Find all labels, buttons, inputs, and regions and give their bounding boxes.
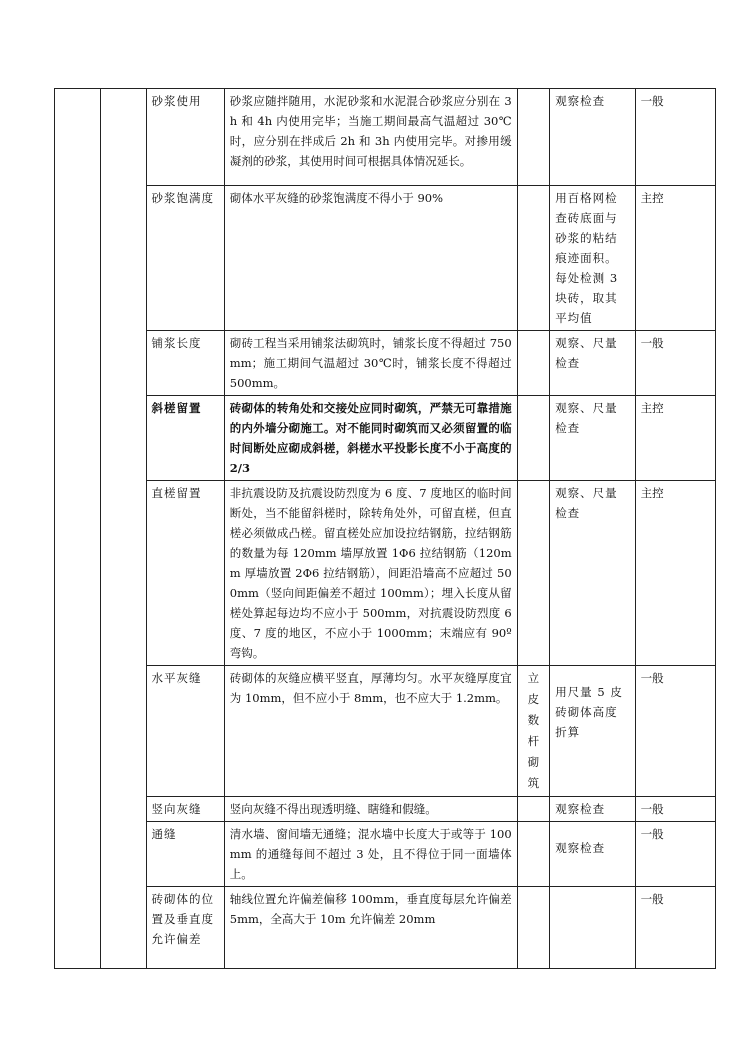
method-text: 观察检查	[555, 841, 606, 855]
table-row	[55, 89, 716, 186]
tool-cell	[517, 186, 550, 331]
item-name-cell: 斜槎留置	[146, 396, 224, 481]
item-name-cell: 铺浆长度	[146, 331, 224, 396]
tool-cell	[517, 331, 550, 396]
requirement-cell: 竖向灰缝不得出现透明缝、瞎缝和假缝。	[224, 797, 517, 822]
item-name-cell: 水平灰缝	[146, 666, 224, 797]
tool-cell	[517, 481, 550, 666]
table-row	[55, 331, 716, 396]
requirement-cell: 砖砌体的灰缝应横平竖直，厚薄均匀。水平灰缝厚度宜为 10mm，但不应小于 8mm，也不应大于 1.2mm。	[224, 666, 517, 797]
level-cell: 一般	[635, 89, 715, 186]
requirement-cell: 砂浆应随拌随用，水泥砂浆和水泥混合砂浆应分别在 3h 和 4h 内使用完毕；当施工期间最高气温超过 30℃时，应分别在拌成后 2h 和 3h 内使用完毕。对掺用缓凝剂的砂浆，其使用时间可根据具体情况延长。	[224, 89, 517, 186]
level-cell: 一般	[635, 887, 715, 969]
requirement-cell: 轴线位置允许偏差偏移 100mm，垂直度每层允许偏差 5mm，全高大于 10m 允许偏差 20mm	[224, 887, 517, 969]
tool-cell	[517, 887, 550, 969]
item-name-cell: 竖向灰缝	[146, 797, 224, 822]
tool-cell	[517, 797, 550, 822]
requirement-cell: 砖砌体的转角处和交接处应同时砌筑，严禁无可靠措施的内外墙分砌施工。对不能同时砌筑而又必须留置的临时间断处应砌成斜槎，斜槎水平投影长度不小于高度的 2/3	[224, 396, 517, 481]
tool-cell	[517, 822, 550, 887]
method-cell: 观察、尺量检查	[550, 481, 635, 666]
table-row	[55, 481, 716, 666]
tool-cell	[517, 666, 550, 797]
method-cell: 观察检查	[550, 797, 635, 822]
table-row	[55, 396, 716, 481]
requirement-cell: 清水墙、窗间墙无通缝；混水墙中长度大于或等于 100mm 的通缝每间不超过 3 处，且不得位于同一面墙体上。	[224, 822, 517, 887]
method-cell: 观察、尺量检查	[550, 396, 635, 481]
method-cell	[550, 887, 635, 969]
method-cell: 用百格网检查砖底面与砂浆的粘结痕迹面积。每处检测 3 块砖，取其平均值	[550, 186, 635, 331]
table-row	[55, 186, 716, 331]
method-text: 用尺量 5 皮砖砌体高度折算	[555, 685, 623, 739]
tool-cell	[517, 89, 550, 186]
table-row	[55, 666, 716, 797]
item-name-cell: 砖砌体的位置及垂直度允许偏差	[146, 887, 224, 969]
table-row	[55, 887, 716, 969]
level-cell: 主控	[635, 396, 715, 481]
requirement-cell: 砌砖工程当采用铺浆法砌筑时，铺浆长度不得超过 750mm；施工期间气温超过 30℃时，铺浆长度不得超过 500mm。	[224, 331, 517, 396]
level-cell: 一般	[635, 822, 715, 887]
masonry-inspection-table	[54, 88, 716, 969]
requirement-cell: 砌体水平灰缝的砂浆饱满度不得小于 90%	[224, 186, 517, 331]
blank-column-2	[100, 89, 146, 969]
table-row	[55, 822, 716, 887]
method-cell: 观察检查	[550, 89, 635, 186]
item-name-cell: 直槎留置	[146, 481, 224, 666]
tool-vertical-text: 立皮数杆砌筑	[527, 671, 540, 790]
level-cell: 一般	[635, 331, 715, 396]
level-cell: 主控	[635, 186, 715, 331]
table-row	[55, 797, 716, 822]
level-cell: 一般	[635, 666, 715, 797]
tool-cell	[517, 396, 550, 481]
requirement-cell: 非抗震设防及抗震设防烈度为 6 度、7 度地区的临时间断处，当不能留斜槎时，除转角处外，可留直槎，但直槎必须做成凸槎。留直槎处应加设拉结钢筋，拉结钢筋的数量为每 120mm 墙厚放置 1Φ6 拉结钢筋（120mm 厚墙放置 2Φ6 拉结钢筋），间距沿墙高不应超过 500mm（竖向间距偏差不超过 100mm）；埋入长度从留槎处算起每边均不应小于 500mm，对抗震设防烈度 6 度、7 度的地区，不应小于 1000mm；末端应有 90º 弯钩。	[224, 481, 517, 666]
item-name-cell: 通缝	[146, 822, 224, 887]
method-cell	[550, 822, 635, 887]
method-cell: 观察、尺量检查	[550, 331, 635, 396]
level-cell: 主控	[635, 481, 715, 666]
method-cell	[550, 666, 635, 797]
item-name-cell: 砂浆使用	[146, 89, 224, 186]
item-name-cell: 砂浆饱满度	[146, 186, 224, 331]
level-cell: 一般	[635, 797, 715, 822]
blank-column-1	[55, 89, 101, 969]
